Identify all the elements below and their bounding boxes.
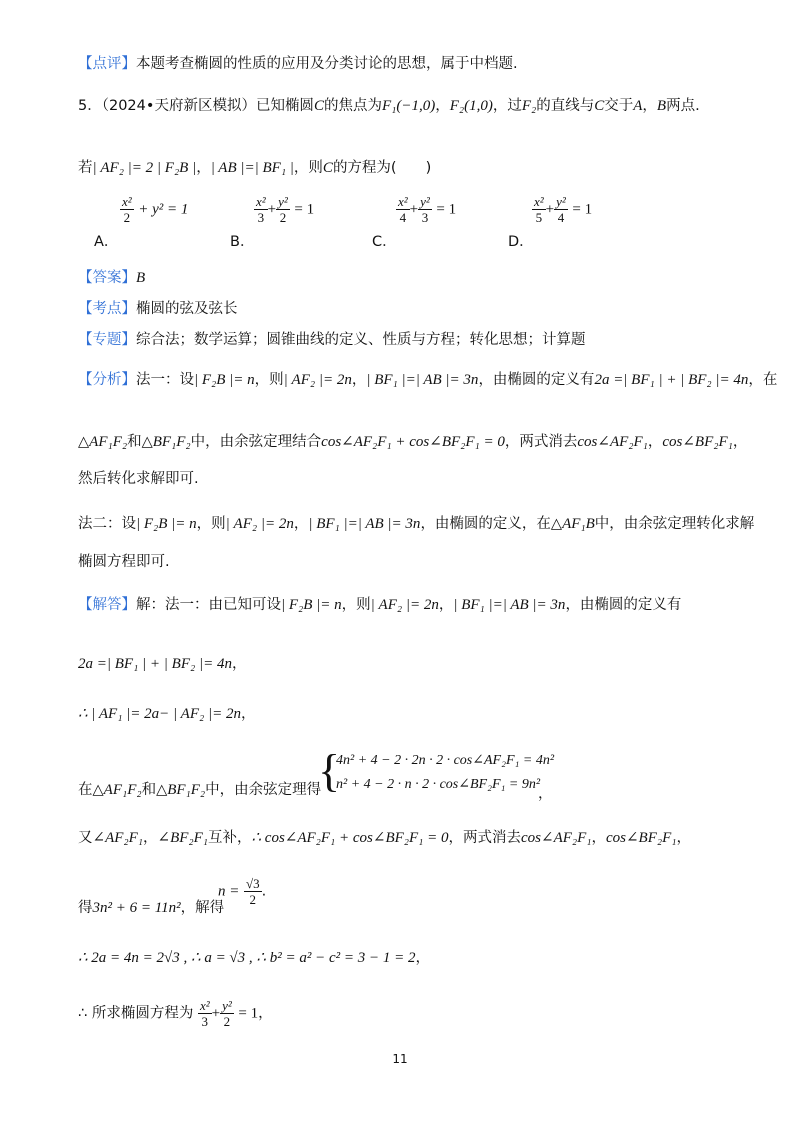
option-eq: = 1 — [294, 201, 315, 218]
option-eq: = 1 — [436, 201, 457, 218]
frac-num: x² — [199, 998, 210, 1013]
option-letter: B． — [230, 234, 255, 250]
answer-value: B — [136, 270, 146, 286]
text: ，过 — [492, 98, 522, 114]
plus: + — [545, 201, 555, 218]
problem-number: 5． — [78, 98, 102, 114]
math: | AF₂ |= 2n — [225, 516, 294, 532]
math: BF₁F₂ — [152, 434, 191, 450]
text: 法二：设 — [78, 516, 136, 532]
text: ， — [293, 516, 309, 532]
frac-den: 3 — [201, 1014, 209, 1029]
math: | AF₂ |= 2n — [370, 597, 439, 613]
text: ，则 — [196, 516, 226, 532]
text: ， — [438, 597, 454, 613]
frac-den: 2 — [279, 210, 287, 225]
math: cos∠AF₂F₁ — [521, 830, 592, 846]
math: ∠BF₂F₁ — [157, 830, 208, 846]
option-letter: D． — [508, 234, 534, 250]
math: cos∠BF₂F₁ — [662, 434, 733, 450]
text: 交于 — [604, 98, 634, 114]
system-eq-2: n² + 4 − 2 · n · 2 · cos∠BF₂F₁ = 9n² — [336, 777, 541, 792]
solution-line-3 — [78, 702, 255, 723]
text: ， — [435, 98, 450, 114]
analysis-tag: 【分析】 — [78, 372, 136, 388]
var-C: C — [322, 160, 333, 176]
math: BF₁F₂ — [167, 782, 206, 798]
frac-num: y² — [420, 194, 430, 209]
math: ∴ | AF₁ |= 2a− | AF₂ |= 2n — [78, 706, 241, 722]
frac-den: 3 — [421, 210, 429, 225]
comment-tag: 【点评】 — [78, 56, 136, 72]
text: ，则 — [293, 160, 323, 176]
solution-line-1 — [78, 593, 681, 614]
math: cos∠BF₂F₁ — [605, 830, 677, 846]
math: = 1 — [238, 1005, 259, 1022]
math: | F₂B |= n — [136, 516, 197, 532]
math: cos∠AF₂F₁ + cos∠BF₂F₁ = 0 — [321, 434, 505, 450]
text: ∴ 所求椭圆方程为 — [78, 1005, 194, 1022]
text: ， — [196, 160, 211, 176]
analysis-line-3: 然后转化求解即可. — [78, 471, 199, 487]
text: 互补， — [208, 830, 252, 846]
topic-tag: 【专题】 — [78, 332, 136, 348]
text: △ — [78, 434, 90, 450]
math: | BF₁ |=| AB |= 3n — [308, 516, 421, 532]
text: 中，由余弦定理转化求解 — [594, 516, 755, 532]
answer-tag: 【答案】 — [78, 270, 136, 286]
text: ，两式消去 — [504, 434, 578, 450]
analysis-line-2 — [78, 430, 747, 451]
math: | F₂B |= n — [194, 372, 255, 388]
analysis-line-4 — [78, 512, 754, 533]
text: ，则 — [254, 372, 284, 388]
var-C: C — [594, 98, 605, 114]
frac-den: 4 — [557, 210, 565, 225]
option-eq: = 1 — [572, 201, 593, 218]
system-eq-1: 4n² + 4 − 2 · 2n · 2 · cos∠AF₂F₁ = 4n² — [336, 753, 555, 768]
solution-n-value — [218, 876, 266, 907]
text: ， — [258, 1005, 273, 1022]
solution-line-2 — [78, 652, 246, 673]
text: ， — [240, 706, 256, 722]
condition-2: | AB |=| BF₁ | — [210, 160, 294, 176]
text: 中，由余弦定理得 — [205, 782, 322, 798]
text: ， — [351, 372, 367, 388]
analysis-line-5: 椭圆方程即可. — [78, 554, 170, 570]
analysis-line-1 — [78, 368, 777, 389]
point-line — [78, 297, 238, 318]
system-comma: ， — [538, 786, 553, 802]
frac-num: x² — [398, 194, 408, 209]
text: 在△ — [78, 782, 104, 798]
var-F2: F₂ — [521, 98, 537, 114]
math: ∴ cos∠AF₂F₁ + cos∠BF₂F₁ = 0 — [251, 830, 449, 846]
point-A: A — [633, 98, 643, 114]
solution-line-6 — [78, 896, 224, 917]
math: AF₁F₂ — [89, 434, 128, 450]
math: cos∠AF₂F₁ — [577, 434, 648, 450]
option-letter: A． — [94, 234, 119, 250]
condition-1: | AF₂ |= 2 | F₂B | — [92, 160, 197, 176]
text: ，两式消去 — [448, 830, 521, 846]
topic-text: 综合法；数学运算；圆锥曲线的定义、性质与方程；转化思想；计算题 — [136, 332, 586, 348]
text: 中，由余弦定理结合 — [190, 434, 322, 450]
text: 和△ — [127, 434, 153, 450]
math: 2a =| BF₁ | + | BF₂ |= 4n — [594, 372, 749, 388]
solution-line-7 — [78, 946, 430, 967]
text: 的方程为( ) — [332, 160, 432, 176]
text: ， — [591, 830, 606, 846]
math: 3n² + 6 = 11n² — [92, 900, 181, 916]
option-letter: C． — [372, 234, 397, 250]
math: | BF₁ |=| AB |= 3n — [366, 372, 479, 388]
frac-num: y² — [556, 194, 566, 209]
frac-den: 4 — [399, 210, 407, 225]
var-C: C — [313, 98, 324, 114]
text: 解：法一：由已知可设 — [136, 597, 281, 613]
solution-tag: 【解答】 — [78, 597, 136, 613]
math: AF₁B — [562, 516, 595, 532]
text: ，则 — [341, 597, 371, 613]
math: 2a =| BF₁ | + | BF₂ |= 4n — [78, 656, 232, 672]
math: ∠AF₂F₁ — [92, 830, 143, 846]
frac-den: 2 — [223, 1014, 231, 1029]
text: 的焦点为 — [323, 98, 382, 114]
comment-text: 本题考查椭圆的性质的应用及分类讨论的思想，属于中档题. — [136, 56, 518, 72]
focus-F2: F₂(1,0) — [449, 98, 493, 114]
solution-line-8 — [78, 998, 273, 1029]
frac-den: 2 — [249, 892, 257, 907]
comment-line — [78, 52, 518, 73]
text: 和△ — [141, 782, 168, 798]
math: n = — [218, 883, 240, 900]
frac-den: 5 — [535, 210, 543, 225]
text: 两点. — [666, 98, 700, 114]
text: ， — [676, 830, 691, 846]
frac-num: x² — [534, 194, 544, 209]
math: | AF₂ |= 2n — [283, 372, 352, 388]
text: ，由椭圆的定义有 — [478, 372, 595, 388]
text: ，在 — [748, 372, 778, 388]
math: AF₁F₂ — [103, 782, 142, 798]
frac-num: x² — [122, 194, 132, 209]
text: 得 — [78, 900, 93, 916]
text: 若 — [78, 160, 93, 176]
text: 又 — [78, 830, 93, 846]
text: ， — [647, 434, 663, 450]
math: | BF₁ |=| AB |= 3n — [453, 597, 566, 613]
text: ， — [642, 98, 657, 114]
math: ∴ 2a = 4n = 2√3 , ∴ a = √3 , ∴ b² = a² − c² = 3 − 1 = 2 — [78, 950, 416, 966]
point-B: B — [656, 98, 667, 114]
plus: + — [267, 201, 277, 218]
text: . — [261, 883, 267, 900]
frac-num: y² — [222, 998, 232, 1013]
plus: + — [409, 201, 419, 218]
text: 的直线与 — [536, 98, 595, 114]
frac-den: 2 — [123, 210, 131, 225]
text: ， — [415, 950, 430, 966]
problem-line-1 — [78, 94, 700, 115]
problem-source: （2024•天府新区模拟）已知椭圆 — [101, 98, 314, 114]
text: ， — [231, 656, 247, 672]
text: 法一：设 — [136, 372, 194, 388]
frac-num: √3 — [245, 876, 260, 891]
solution-line-5 — [78, 826, 691, 847]
math: | F₂B |= n — [281, 597, 342, 613]
text: ，由椭圆的定义有 — [565, 597, 682, 613]
problem-line-2 — [78, 156, 431, 177]
focus-F1: F₁(−1,0) — [381, 98, 436, 114]
text: ，由椭圆的定义，在△ — [420, 516, 563, 532]
frac-num: x² — [256, 194, 266, 209]
solution-line-4 — [78, 778, 321, 799]
point-tag: 【考点】 — [78, 301, 136, 317]
answer-line — [78, 266, 145, 287]
option-expr: + y² = 1 — [138, 201, 189, 218]
topic-line — [78, 328, 586, 349]
text: ， — [732, 434, 748, 450]
text: ，解得 — [180, 900, 225, 916]
system-brace: { — [318, 745, 341, 796]
text: ， — [143, 830, 158, 846]
plus: + — [211, 1005, 221, 1022]
frac-num: y² — [278, 194, 288, 209]
page-number: 11 — [392, 1052, 408, 1066]
frac-den: 3 — [257, 210, 265, 225]
point-text: 椭圆的弦及弦长 — [136, 301, 238, 317]
